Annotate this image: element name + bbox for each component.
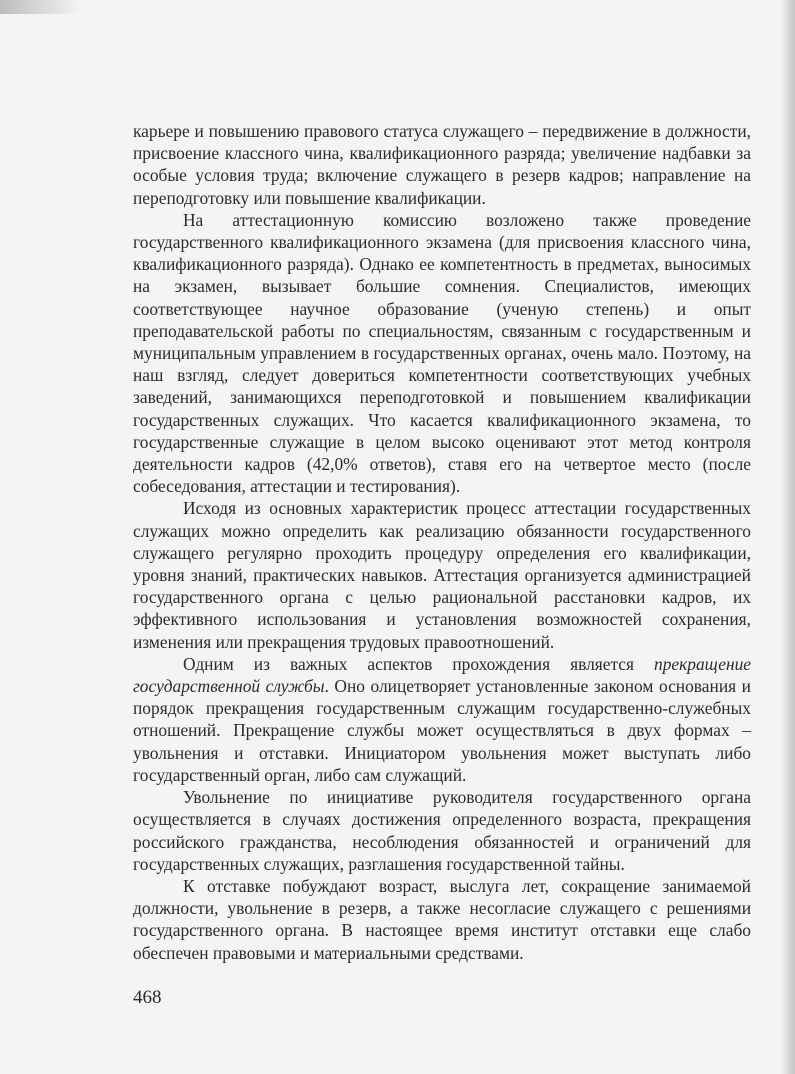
page-number: 468 (133, 987, 162, 1008)
paragraph-attestation-commission: На аттестационную комиссию возложено также проведение государственного квалификационного экзамена (для присвоения классного чина, квалификационного разряда). Однако ее компетентность в предметах, выносимых на экзамен, вызывает большие сомнения. Специалистов, имеющих соответствующее научное образование (ученую степень) и опыт преподавательской работы по специальностям, связанным с государственным и муниципальным управлением в государственных органах, очень мало. Поэтому, на наш взгляд, следует довериться компетентности соответствующих учебных заведений, занимающихся переподготовкой и повышением квалификации государственных служащих. Что касается квалификационного экзамена, то государственные служащие в целом высоко оценивают этот метод контроля деятельности кадров (42,0% ответов), ставя его на четвертое место (после собеседования, аттестации и тестирования). (133, 209, 751, 497)
paragraph-career-continuation: карьере и повышению правового статуса служащего – передвижение в должности, присвоение классного чина, квалификационного разряда; увеличение надбавки за особые условия труда; включение служащего в резерв кадров; направление на переподготовку или повышение квалификации. (133, 121, 751, 208)
scan-edge-shadow-right (781, 0, 795, 1074)
emphasis-termination-term: прекращение государственной службы (133, 653, 751, 697)
paragraph-dismissal: Увольнение по инициативе руководителя государственного органа осуществляется в случаях достижения определенного возраста, прекращения российского гражданства, несоблюдения обязанностей и ограничений для государственных служащих, разглашения государственной тайны. (133, 787, 751, 874)
paragraph-termination-lead: Одним из важных аспектов прохождения является (183, 653, 655, 674)
paragraph-resignation: К отставке побуждают возраст, выслуга лет, сокращение занимаемой должности, увольнение в резерв, а также несогласие служащего с решениями государственного органа. В настоящее время институт отставки еще слабо обеспечен правовыми и материальными средствами. (133, 875, 751, 963)
scan-edge-shadow (0, 0, 80, 14)
page-body-text (133, 120, 751, 964)
paragraph-attestation-process: Исходя из основных характеристик процесс аттестации государственных служащих можно определить как реализацию обязанности государственного служащего регулярно проходить процедуру определения его квалификации, уровня знаний, практических навыков. Аттестация организуется администрацией государственного органа с целью рациональной расстановки кадров, их эффективного использования и установления возможностей сохранения, изменения или прекращения трудовых правоотношений. (133, 498, 751, 652)
paragraph-termination-rest: . Оно олицетворяет установленные законом основания и порядок прекращения государственным служащим государственно-служебных отношений. Прекращение службы может осуществляться в двух формах – увольнения и отставки. Инициатором увольнения может выступать либо государственный орган, либо сам служащий. (133, 676, 751, 785)
paragraph-termination-of-service (133, 653, 751, 786)
